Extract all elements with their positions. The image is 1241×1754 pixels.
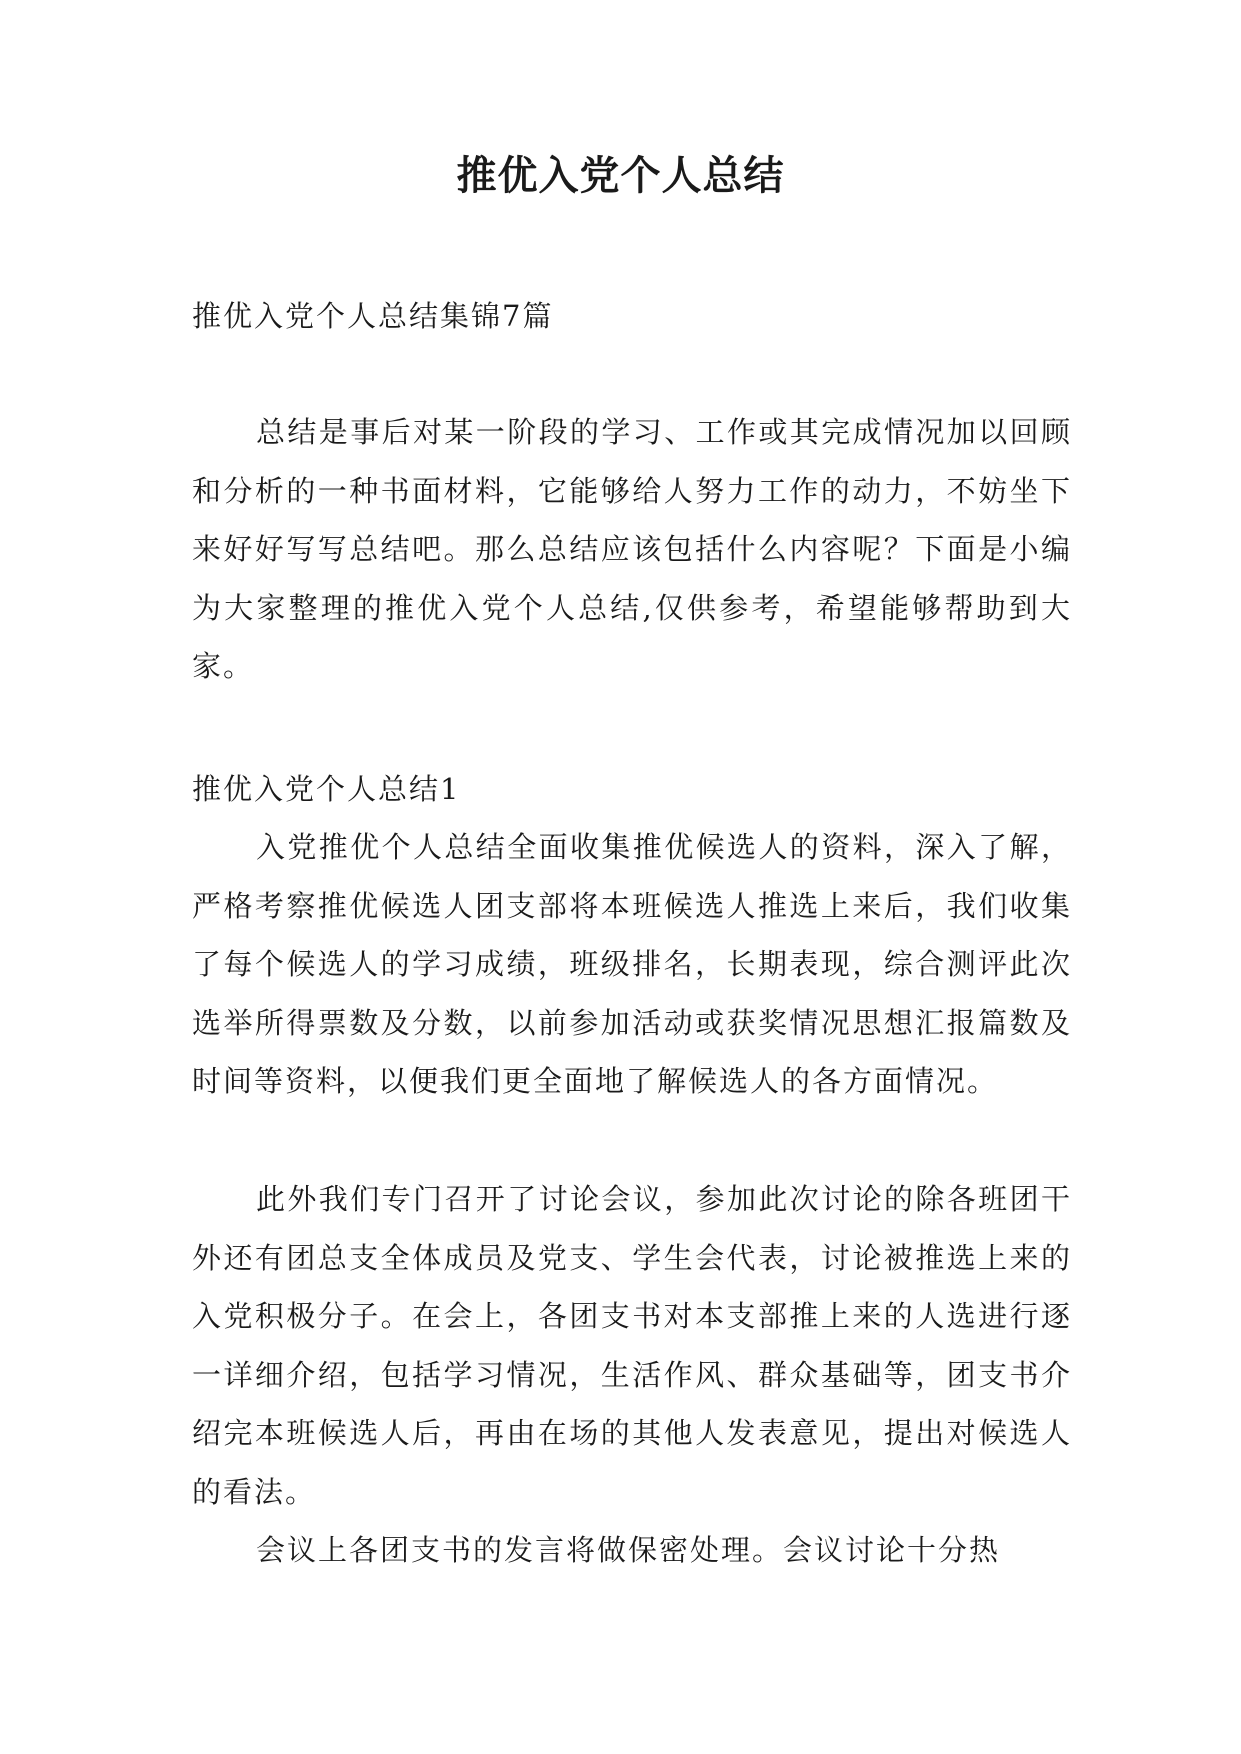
intro-paragraph: 总结是事后对某一阶段的学习、工作或其完成情况加以回顾和分析的一种书面材料，它能够给人努力工作的动力，不妨坐下来好好写写总结吧。那么总结应该包括什么内容呢？下面是小编为大家整理的推优入党个人总结,仅供参考，希望能够帮助到大家。 — [192, 415, 1072, 684]
body-paragraph: 入党推优个人总结全面收集推优候选人的资料，深入了解，严格考察推优候选人团支部将本班候选人推选上来后，我们收集了每个候选人的学习成绩，班级排名，长期表现，综合测评此次选举所得票数及分数，以前参加活动或获奖情况思想汇报篇数及时间等资料，以便我们更全面地了解候选人的各方面情况。 — [192, 830, 1072, 1099]
document-title: 推优入党个人总结 — [456, 152, 785, 199]
section-heading: 推优入党个人总结1 — [192, 772, 461, 806]
body-paragraph: 会议上各团支书的发言将做保密处理。会议讨论十分热 — [256, 1533, 1001, 1567]
document-subtitle: 推优入党个人总结集锦7篇 — [192, 299, 554, 333]
body-paragraph: 此外我们专门召开了讨论会议，参加此次讨论的除各班团干外还有团总支全体成员及党支、学生会代表，讨论被推选上来的入党积极分子。在会上，各团支书对本支部推上来的人选进行逐一详细介绍，包括学习情况，生活作风、群众基础等，团支书介绍完本班候选人后，再由在场的其他人发表意见，提出对候选人的看法。 — [192, 1182, 1072, 1509]
